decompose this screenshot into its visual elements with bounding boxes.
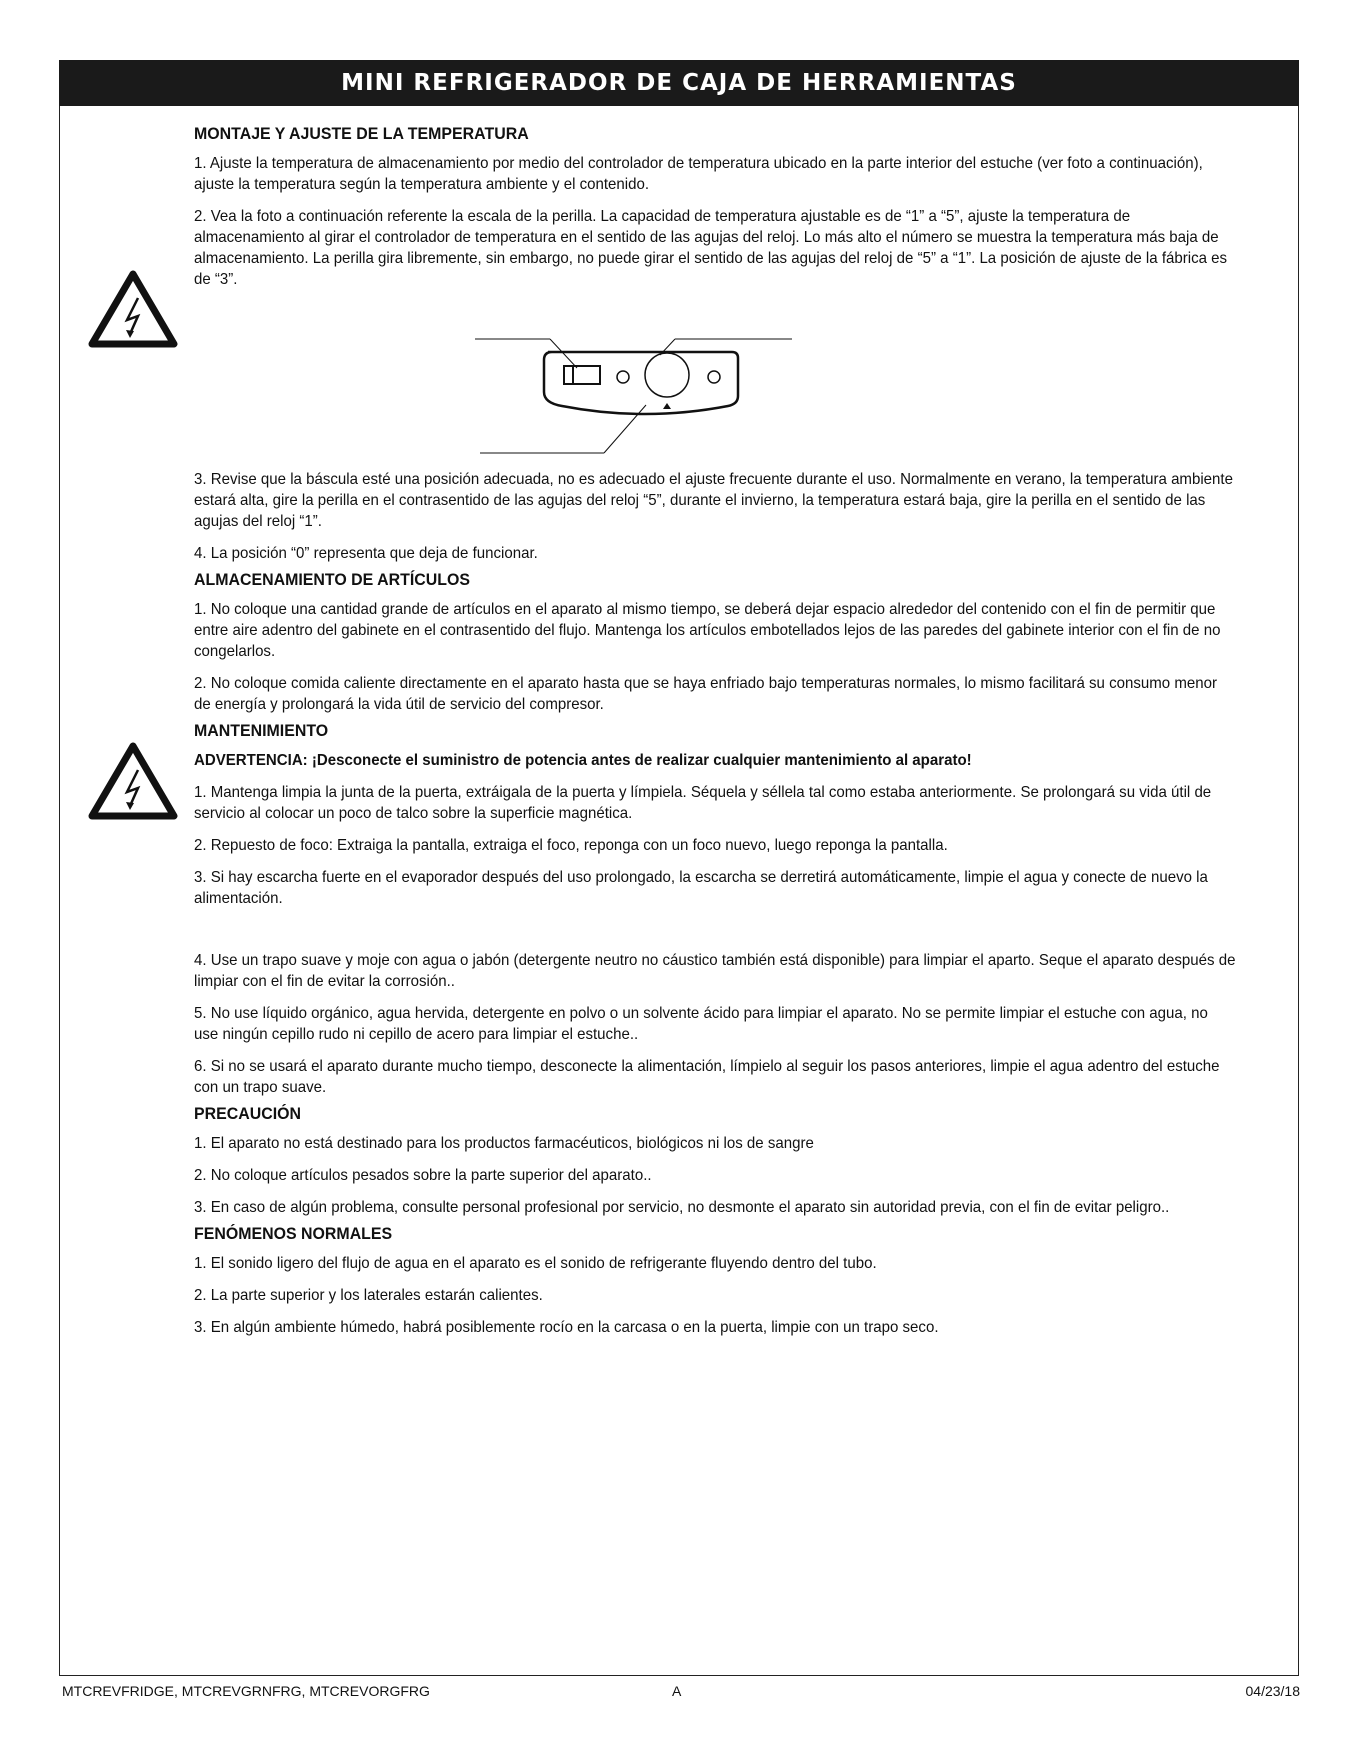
paragraph: 1. Ajuste la temperatura de almacenamiento por medio del controlador de temperatura ubicado en la parte interior del estuche (ver foto a continuación), ajuste la temperatura según la temperatura ambiente y el contenido. [194, 155, 1203, 193]
paragraph: 2. No coloque artículos pesados sobre la parte superior del aparato.. [194, 1167, 652, 1184]
paragraph: 2. La parte superior y los laterales estarán calientes. [194, 1287, 543, 1304]
paragraph: 1. El sonido ligero del flujo de agua en el aparato es el sonido de refrigerante fluyendo dentro del tubo. [194, 1255, 877, 1272]
paragraph: 1. El aparato no está destinado para los productos farmacéuticos, biológicos ni los de sangre [194, 1135, 814, 1152]
paragraph: 3. Revise que la báscula esté una posición adecuada, no es adecuado el ajuste frecuente durante el uso. Normalmente en verano, la temperatura ambiente estará alta, gire la perilla en el contrasentido de las agujas del reloj “5”, durante el invierno, la temperatura estará baja, gire la perilla en el sentido de las agujas del reloj “1”. [194, 471, 1233, 530]
paragraph: 6. Si no se usará el aparato durante mucho tiempo, desconecte la alimentación, límpielo al seguir los pasos anteriores, limpie el agua adentro del estuche con un trapo suave. [194, 1058, 1220, 1096]
paragraph: 3. En caso de algún problema, consulte personal profesional por servicio, no desmonte el aparato sin autoridad previa, con el fin de evitar peligro.. [194, 1199, 1170, 1216]
footer-models: MTCREVFRIDGE, MTCREVGRNFRG, MTCREVORGFRG [62, 1683, 430, 1699]
section-heading: FENÓMENOS NORMALES [194, 1225, 393, 1243]
paragraph: 4. Use un trapo suave y moje con agua o jabón (detergente neutro no cáustico también está disponible) para limpiar el aparto. Seque el aparato después de limpiar con el fin de evitar la corrosión.. [194, 952, 1236, 990]
paragraph: 1. No coloque una cantidad grande de artículos en el aparato al mismo tiempo, se deberá dejar espacio alrededor del contenido con el fin de permitir que entre aire adentro del gabinete en el contrasentido del flujo. Mantenga los artículos embotellados lejos de las paredes del gabinete interior con el fin de no congelarlos. [194, 601, 1221, 660]
paragraph: 2. No coloque comida caliente directamente en el aparato hasta que se haya enfriado bajo temperaturas normales, lo mismo facilitará su consumo menor de energía y prolongará la vida útil de servicio del compresor. [194, 675, 1217, 713]
paragraph: 3. En algún ambiente húmedo, habrá posiblemente rocío en la carcasa o en la puerta, limpie con un trapo seco. [194, 1319, 939, 1336]
section-heading: MONTAJE Y AJUSTE DE LA TEMPERATURA [194, 125, 529, 143]
footer-date: 04/23/18 [1245, 1683, 1300, 1699]
section-heading: PRECAUCIÓN [194, 1105, 302, 1123]
electrical-hazard-warning-icon [88, 740, 178, 820]
paragraph: 5. No use líquido orgánico, agua hervida, detergente en polvo o un solvente ácido para limpiar el aparato. No se permite limpiar el estuche con agua, no use ningún cepillo rudo ni cepillo de acero para limpiar el estuche.. [194, 1005, 1208, 1043]
paragraph: 2. Repuesto de foco: Extraiga la pantalla, extraiga el foco, reponga con un foco nuevo, luego reponga la pantalla. [194, 837, 948, 854]
warning-text: ADVERTENCIA: ¡Desconecte el suministro de potencia antes de realizar cualquier mantenimiento al aparato! [194, 752, 972, 769]
paragraph: 2. Vea la foto a continuación referente la escala de la perilla. La capacidad de temperatura ajustable es de “1” a “5”, ajuste la temperatura de almacenamiento al girar el controlador de temperatura en el sentido de las agujas del reloj. Lo más alto el número se muestra la temperatura más baja de almacenamiento. La perilla gira libremente, sin embargo, no puede girar el sentido de las agujas del reloj de “5” a “1”. La posición de ajuste de la fábrica es de “3”. [194, 208, 1228, 288]
paragraph: 3. Si hay escarcha fuerte en el evaporador después del uso prolongado, la escarcha se derretirá automáticamente, limpie el agua y conecte de nuevo la alimentación. [194, 869, 1208, 907]
section-heading: MANTENIMIENTO [194, 722, 329, 740]
electrical-hazard-warning-icon [88, 268, 178, 348]
footer-page-number: A [672, 1683, 682, 1699]
paragraph: 1. Mantenga limpia la junta de la puerta, extráigala de la puerta y límpiela. Séquela y séllela tal como estaba anteriormente. Se prolongará su vida útil de servicio al colocar un poco de talco sobre la superficie magnética. [194, 784, 1212, 822]
paragraph: 4. La posición “0” representa que deja de funcionar. [194, 545, 538, 562]
document-body [194, 124, 1236, 1349]
page-title: MINI REFRIGERADOR DE CAJA DE HERRAMIENTAS [59, 60, 1299, 106]
section-heading: ALMACENAMIENTO DE ARTÍCULOS [194, 571, 470, 589]
